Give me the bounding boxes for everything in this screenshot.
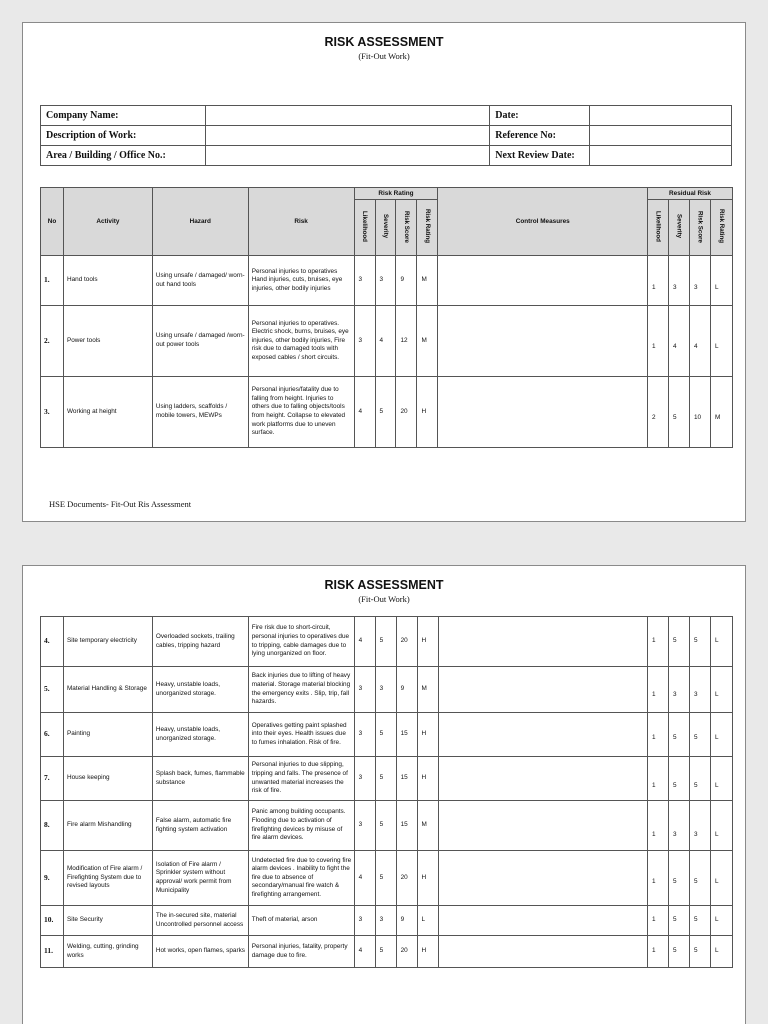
row-likelihood: 4 — [354, 617, 375, 667]
table-row — [41, 906, 733, 936]
row-risk-rating: M — [417, 801, 438, 851]
row-number: 11. — [41, 936, 64, 968]
row-hazard: False alarm, automatic fire fighting system activation — [152, 801, 248, 851]
table-row — [41, 306, 733, 377]
col-header-risk: Risk — [248, 188, 354, 256]
col-header-control-measures: Control Measures — [438, 188, 648, 256]
row-risk: Panic among building occupants. Flooding due to activation of firefighting devices by misuse of fire alarm devices. — [248, 801, 354, 851]
row-hazard: Overloaded sockets, trailing cables, tripping hazard — [152, 617, 248, 667]
row-residual-risk-rating: L — [710, 713, 732, 757]
row-risk-rating: M — [417, 256, 438, 306]
col-header-residual-risk: Residual Risk — [648, 188, 733, 200]
row-severity: 5 — [375, 801, 396, 851]
row-risk: Back injuries due to lifting of heavy material. Storage material blocking the emergency exits . Slip, trip, fall hazards. — [248, 667, 354, 713]
col-header-likelihood: Likelihood — [361, 211, 369, 242]
info-row — [41, 126, 732, 146]
row-severity: 5 — [375, 617, 396, 667]
row-activity: Site temporary electricity — [63, 617, 152, 667]
row-activity: Material Handling & Storage — [63, 667, 152, 713]
row-risk-score: 15 — [396, 757, 417, 801]
row-residual-severity: 5 — [669, 906, 690, 936]
row-residual-likelihood: 1 — [648, 713, 669, 757]
row-severity: 5 — [375, 936, 396, 968]
row-number: 4. — [41, 617, 64, 667]
row-activity: Working at height — [63, 377, 152, 448]
row-risk-rating: L — [417, 906, 438, 936]
row-risk-rating: H — [417, 936, 438, 968]
col-header-risk-rating: Risk Rating — [423, 209, 431, 244]
row-activity: Site Security — [63, 906, 152, 936]
description-field[interactable] — [205, 126, 490, 146]
row-hazard: Using unsafe / damaged /worn-out power tools — [152, 306, 248, 377]
company-name-field[interactable] — [205, 106, 490, 126]
row-likelihood: 3 — [354, 713, 375, 757]
row-risk-score: 9 — [396, 906, 417, 936]
row-residual-likelihood: 1 — [648, 851, 669, 906]
row-control-measures — [438, 851, 648, 906]
next-review-label: Next Review Date: — [490, 146, 590, 166]
description-label: Description of Work: — [41, 126, 206, 146]
row-residual-risk-rating: L — [710, 306, 732, 377]
row-severity: 3 — [375, 256, 396, 306]
col-header-risk-score: Risk Score — [402, 210, 410, 243]
row-hazard: Heavy, unstable loads, unorganized storage. — [152, 667, 248, 713]
row-number: 5. — [41, 667, 64, 713]
row-residual-risk-score: 3 — [689, 801, 710, 851]
row-residual-severity: 5 — [669, 757, 690, 801]
row-activity: Modification of Fire alarm / Firefighting System due to revised layouts — [63, 851, 152, 906]
row-hazard: Heavy, unstable loads, unorganized storage. — [152, 713, 248, 757]
row-residual-severity: 5 — [669, 936, 690, 968]
row-risk-score: 20 — [396, 936, 417, 968]
row-activity: Welding, cutting, grinding works — [63, 936, 152, 968]
row-number: 2. — [41, 306, 64, 377]
row-residual-risk-score: 5 — [689, 617, 710, 667]
table-row — [41, 851, 733, 906]
row-number: 9. — [41, 851, 64, 906]
info-row — [41, 106, 732, 126]
row-hazard: Using ladders, scaffolds / mobile towers, MEWPs — [152, 377, 248, 448]
page-footer: HSE Documents- Fit-Out Ris Assessment — [49, 499, 192, 509]
row-residual-likelihood: 1 — [648, 256, 669, 306]
row-severity: 5 — [375, 851, 396, 906]
row-residual-severity: 3 — [669, 256, 690, 306]
row-risk-score: 20 — [396, 617, 417, 667]
row-number: 10. — [41, 906, 64, 936]
row-risk: Personal injuries to due slipping, tripping and falls. The presence of unwanted material increases the risk of fire. — [248, 757, 354, 801]
row-number: 1. — [41, 256, 64, 306]
row-residual-risk-score: 3 — [689, 667, 710, 713]
row-likelihood: 3 — [354, 757, 375, 801]
row-risk-score: 9 — [396, 667, 417, 713]
row-risk-score: 9 — [396, 256, 417, 306]
row-likelihood: 4 — [354, 936, 375, 968]
row-residual-risk-score: 5 — [689, 851, 710, 906]
row-risk-score: 20 — [396, 377, 417, 448]
row-risk-score: 20 — [396, 851, 417, 906]
row-control-measures — [438, 256, 648, 306]
row-activity: Power tools — [63, 306, 152, 377]
row-residual-risk-rating: L — [710, 851, 732, 906]
row-risk-rating: H — [417, 377, 438, 448]
page-subtitle: (Fit-Out Work) — [358, 51, 410, 61]
row-risk-score: 12 — [396, 306, 417, 377]
page-subtitle: (Fit-Out Work) — [358, 594, 410, 604]
row-residual-risk-rating: L — [710, 617, 732, 667]
col-header-residual-risk-score: Risk Score — [696, 210, 704, 243]
row-residual-severity: 5 — [669, 377, 690, 448]
row-residual-severity: 5 — [669, 617, 690, 667]
row-number: 3. — [41, 377, 64, 448]
row-activity: House keeping — [63, 757, 152, 801]
row-control-measures — [438, 617, 648, 667]
row-residual-likelihood: 1 — [648, 936, 669, 968]
document-page-2 — [22, 565, 746, 1024]
row-residual-risk-score: 5 — [689, 936, 710, 968]
area-label: Area / Building / Office No.: — [41, 146, 206, 166]
row-hazard: The in-secured site, material Uncontrolled personnel access — [152, 906, 248, 936]
table-row — [41, 256, 733, 306]
info-table — [40, 105, 732, 166]
col-header-residual-likelihood: Likelihood — [654, 211, 662, 242]
table-row — [41, 757, 733, 801]
row-risk-rating: H — [417, 757, 438, 801]
row-residual-likelihood: 1 — [648, 667, 669, 713]
row-control-measures — [438, 757, 648, 801]
row-activity: Fire alarm Mishandling — [63, 801, 152, 851]
row-control-measures — [438, 906, 648, 936]
row-likelihood: 3 — [354, 667, 375, 713]
row-severity: 5 — [375, 377, 396, 448]
row-residual-risk-score: 5 — [689, 713, 710, 757]
risk-table — [40, 187, 733, 448]
row-risk: Personal injuries/fatality due to falling from height. Injuries to others due to falling objects/tools from height. Collapse to elevated work platforms due to uneven surface. — [248, 377, 354, 448]
table-row — [41, 377, 733, 448]
row-residual-severity: 3 — [669, 801, 690, 851]
row-residual-risk-score: 10 — [689, 377, 710, 448]
row-residual-likelihood: 1 — [648, 906, 669, 936]
col-header-risk-rating-group: Risk Rating — [354, 188, 438, 200]
row-risk: Theft of material, arson — [248, 906, 354, 936]
row-risk: Fire risk due to short-circuit, personal injuries to operatives due to tripping, cable damages due to lying unorganized on floor. — [248, 617, 354, 667]
row-residual-risk-score: 3 — [689, 256, 710, 306]
table-row — [41, 713, 733, 757]
row-residual-risk-rating: M — [710, 377, 732, 448]
row-risk-score: 15 — [396, 713, 417, 757]
col-header-residual-risk-rating: Risk Rating — [717, 209, 725, 244]
row-likelihood: 3 — [354, 801, 375, 851]
next-review-field[interactable] — [590, 146, 732, 166]
row-risk-rating: M — [417, 306, 438, 377]
row-residual-risk-score: 5 — [689, 757, 710, 801]
row-residual-severity: 5 — [669, 713, 690, 757]
row-control-measures — [438, 936, 648, 968]
table-row — [41, 801, 733, 851]
info-row — [41, 146, 732, 166]
col-header-residual-severity: Severity — [675, 214, 683, 239]
area-field[interactable] — [205, 146, 490, 166]
reference-field[interactable] — [590, 126, 732, 146]
row-risk: Personal injuries, fatality, property damage due to fire. — [248, 936, 354, 968]
row-risk: Undetected fire due to covering fire alarm devices . Inability to fight the fire due to absence of secondary/manual fire watch & firefighting arrangement. — [248, 851, 354, 906]
page-title: RISK ASSESSMENT — [324, 35, 444, 49]
row-residual-risk-rating: L — [710, 757, 732, 801]
row-likelihood: 3 — [354, 306, 375, 377]
row-hazard: Using unsafe / damaged/ worn-out hand tools — [152, 256, 248, 306]
row-severity: 5 — [375, 757, 396, 801]
row-risk: Operatives getting paint splashed into their eyes. Health issues due to fumes inhalation. Risk of fire. — [248, 713, 354, 757]
row-residual-likelihood: 1 — [648, 617, 669, 667]
col-header-hazard: Hazard — [152, 188, 248, 256]
row-likelihood: 3 — [354, 256, 375, 306]
row-severity: 5 — [375, 713, 396, 757]
row-residual-severity: 4 — [669, 306, 690, 377]
row-severity: 3 — [375, 667, 396, 713]
row-risk-rating: M — [417, 667, 438, 713]
row-residual-risk-rating: L — [710, 801, 732, 851]
row-activity: Painting — [63, 713, 152, 757]
row-residual-likelihood: 1 — [648, 306, 669, 377]
page-title: RISK ASSESSMENT — [324, 578, 444, 592]
table-row — [41, 617, 733, 667]
col-header-severity: Severity — [382, 214, 389, 239]
row-severity: 3 — [375, 906, 396, 936]
col-header-activity: Activity — [63, 188, 152, 256]
row-control-measures — [438, 713, 648, 757]
row-control-measures — [438, 377, 648, 448]
row-risk-score: 15 — [396, 801, 417, 851]
row-number: 7. — [41, 757, 64, 801]
row-risk: Personal injuries to operatives Hand injuries, cuts, bruises, eye injuries, other bodily injuries — [248, 256, 354, 306]
row-control-measures — [438, 801, 648, 851]
row-severity: 4 — [375, 306, 396, 377]
row-number: 6. — [41, 713, 64, 757]
row-residual-severity: 3 — [669, 667, 690, 713]
row-residual-likelihood: 2 — [648, 377, 669, 448]
row-residual-risk-rating: L — [710, 936, 732, 968]
date-field[interactable] — [590, 106, 732, 126]
company-name-label: Company Name: — [41, 106, 206, 126]
date-label: Date: — [490, 106, 590, 126]
row-residual-risk-score: 4 — [689, 306, 710, 377]
row-residual-severity: 5 — [669, 851, 690, 906]
row-control-measures — [438, 667, 648, 713]
row-likelihood: 3 — [354, 906, 375, 936]
row-residual-risk-rating: L — [710, 256, 732, 306]
row-residual-likelihood: 1 — [648, 801, 669, 851]
row-control-measures — [438, 306, 648, 377]
row-hazard: Splash back, fumes, flammable substance — [152, 757, 248, 801]
row-risk-rating: H — [417, 617, 438, 667]
row-likelihood: 4 — [354, 851, 375, 906]
row-residual-likelihood: 1 — [648, 757, 669, 801]
row-risk-rating: H — [417, 851, 438, 906]
table-row — [41, 936, 733, 968]
row-likelihood: 4 — [354, 377, 375, 448]
document-page-1 — [22, 22, 746, 522]
row-activity: Hand tools — [63, 256, 152, 306]
table-row — [41, 667, 733, 713]
row-residual-risk-rating: L — [710, 667, 732, 713]
row-residual-risk-rating: L — [710, 906, 732, 936]
row-hazard: Hot works, open flames, sparks — [152, 936, 248, 968]
row-risk: Personal injuries to operatives. Electric shock, burns, bruises, eye injuries, other bodily injuries, Fire risk due to damaged tools with exposed cables / short circuits. — [248, 306, 354, 377]
reference-label: Reference No: — [490, 126, 590, 146]
row-risk-rating: H — [417, 713, 438, 757]
row-residual-risk-score: 5 — [689, 906, 710, 936]
risk-table-continued — [40, 616, 733, 968]
row-hazard: Isolation of Fire alarm / Sprinkler system without approval/ work permit from Municipality — [152, 851, 248, 906]
col-header-no: No — [41, 188, 64, 256]
row-number: 8. — [41, 801, 64, 851]
